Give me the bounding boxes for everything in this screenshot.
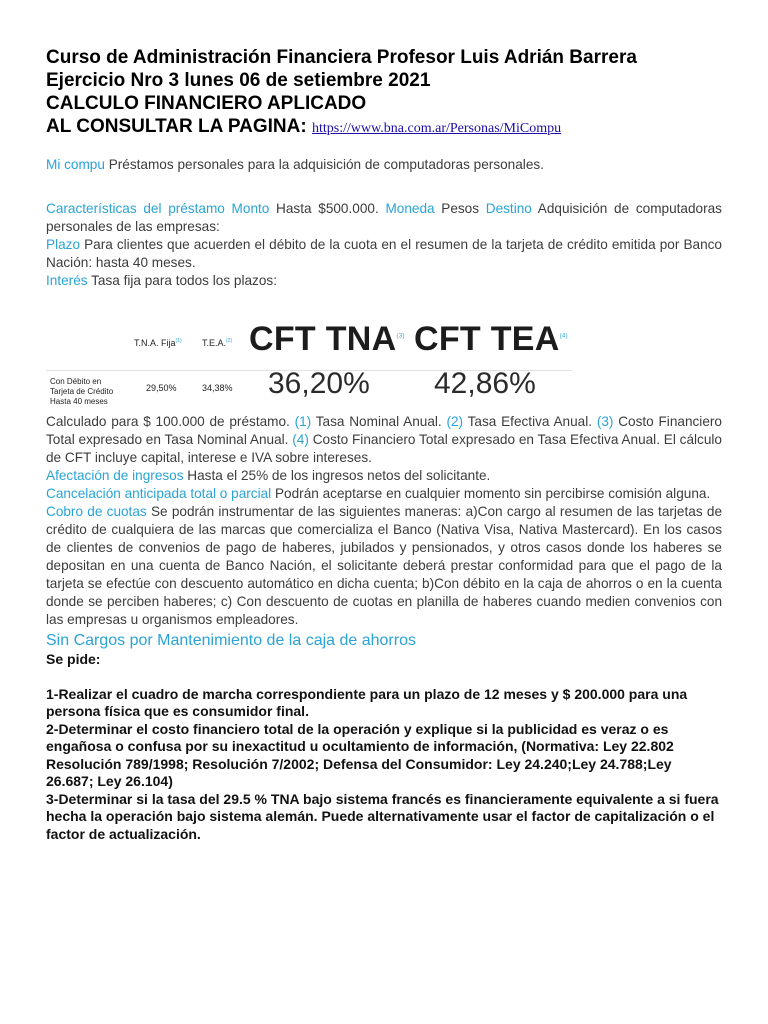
afectacion-paragraph [46, 467, 722, 485]
intro-text: Préstamos personales para la adquisición de computadoras personales. [104, 157, 544, 172]
feature-key-moneda: Moneda [385, 201, 435, 216]
feature-key-interes: Interés [46, 273, 88, 288]
calculation-notes: Calculado para $ 100.000 de préstamo. (1) Tasa Nominal Anual. (2) Tasa Efectiva Anual. (3) Costo Financiero Total expresado en Tasa Nominal Anual. (4) Costo Financiero Total expresado en Tasa Efectiva Anual. El cálculo de CFT incluye capital, interese e IVA sobre intereses. [46, 414, 722, 465]
cobro-value: Se podrán instrumentar de las siguientes maneras: a)Con cargo al resumen de las tarjetas de crédito de cualquiera de las marcas que comercializa el Banco (Nativa Visa, Nativa Mastercard). En los casos de clientes de convenios de pago de haberes, jubilados y pensionados, y otros casos donde los haberes se depositan en una cuenta de Banco Nación, el solicitante deberá prestar conformidad para que el pago de la tarjeta se efectúe con descuento automático en dicha cuenta; b)Con débito en la caja de ahorros o en la cuenta donde se perciben haberes; c) Con descuento de cuotas en planilla de haberes cuando medien convenios con las empresas u organismos empleadores. [46, 504, 722, 627]
cancelacion-paragraph [46, 485, 722, 503]
consult-label: AL CONSULTAR LA PAGINA: [46, 116, 307, 137]
sin-cargos-heading: Sin Cargos por Mantenimiento de la caja de ahorros [46, 632, 416, 649]
cft-tna-footnote: (3) [396, 333, 405, 340]
feature-value-interes: Tasa fija para todos los plazos: [87, 273, 277, 288]
cft-tna-value: 36,20% [268, 367, 370, 400]
rates-table-header [46, 318, 722, 370]
note-ref-3: (3) [596, 414, 614, 429]
note-ref-1: (1) [294, 414, 312, 429]
cft-tea-header: CFT TEA$^{(4)}$ [414, 320, 568, 358]
consult-line [46, 115, 722, 140]
feature-value-destino: Adquisición de computadoras personales de las empresas: [46, 201, 722, 234]
bna-link[interactable]: https://www.bna.com.ar/Personas/MiCompu [311, 121, 562, 136]
feature-value-monto: Hasta $500.000. [269, 201, 386, 216]
afectacion-value: Hasta el 25% de los ingresos netos del solicitante. [183, 468, 491, 483]
afectacion-key: Afectación de ingresos [46, 468, 184, 483]
tasks-heading: Se pide: [46, 651, 101, 667]
cft-tna-header: CFT TNA$^{(3)}$ [249, 320, 405, 358]
rates-row-label: Con Débito en Tarjeta de Crédito Hasta 40 meses [50, 377, 114, 406]
tea-footnote: (2) [226, 338, 233, 344]
exercise-date: Ejercicio Nro 3 lunes 06 de setiembre 2021 [46, 70, 431, 91]
document-page [46, 46, 722, 843]
intro-title: Mi compu [46, 157, 105, 172]
cancelacion-value: Podrán aceptarse en cualquier momento sin percibirse comisión alguna. [271, 486, 711, 501]
feature-key-destino: Destino [485, 201, 532, 216]
feature-key-monto: Características del préstamo Monto [46, 201, 270, 216]
plazo-paragraph [46, 236, 722, 272]
rates-table-row [46, 367, 722, 413]
feature-value-plazo: Para clientes que acuerden el débito de la cuota en el resumen de la tarjeta de crédito emitida por Banco Nación: hasta 40 meses. [46, 237, 722, 270]
course-title: Curso de Administración Financiera Profesor Luis Adrián Barrera [46, 47, 637, 68]
task-2: 2-Determinar el costo financiero total de la operación y explique si la publicidad es veraz o es engañosa o confusa por su inexactitud u ocultamiento de información, (Normativa: Ley 22.802 Resolución 789/1998; Resolución 7/2002; Defensa del Consumidor: Ley 24.240;Ley 24.788;Ley 26.687; Ley 26.104) [46, 720, 674, 789]
cancelacion-key: Cancelación anticipada total o parcial [46, 486, 272, 501]
cobro-key: Cobro de cuotas [46, 504, 147, 519]
section-title: CALCULO FINANCIERO APLICADO [46, 93, 367, 114]
cft-tea-value: 42,86% [434, 367, 536, 400]
feature-key-plazo: Plazo [46, 237, 81, 252]
task-1: 1-Realizar el cuadro de marcha correspondiente para un plazo de 12 meses y $ 200.000 para una persona física que es consumidor final. [46, 685, 688, 719]
cobro-paragraph [46, 503, 722, 629]
note-ref-4: (4) [292, 432, 309, 447]
note-ref-2: (2) [446, 414, 464, 429]
features-paragraph [46, 200, 722, 236]
document-header [46, 46, 722, 140]
feature-value-moneda: Pesos [434, 201, 486, 216]
tea-value: 34,38% [202, 383, 233, 393]
interes-paragraph [46, 272, 722, 290]
tea-header: T.E.A.$^{(2)}$ [202, 338, 233, 348]
tna-footnote: (1) [175, 338, 182, 344]
intro-paragraph [46, 156, 722, 174]
task-3: 3-Determinar si la tasa del 29.5 % TNA bajo sistema francés es financieramente equivalente a si fuera hecha la operación bajo sistema alemán. Puede alternativamente usar el factor de capitalización o el factor de actualización. [46, 790, 719, 842]
tna-value: 29,50% [146, 383, 177, 393]
cft-tea-footnote: (4) [559, 333, 568, 340]
tna-header: T.N.A. Fija$^{(1)}$ [134, 338, 182, 348]
